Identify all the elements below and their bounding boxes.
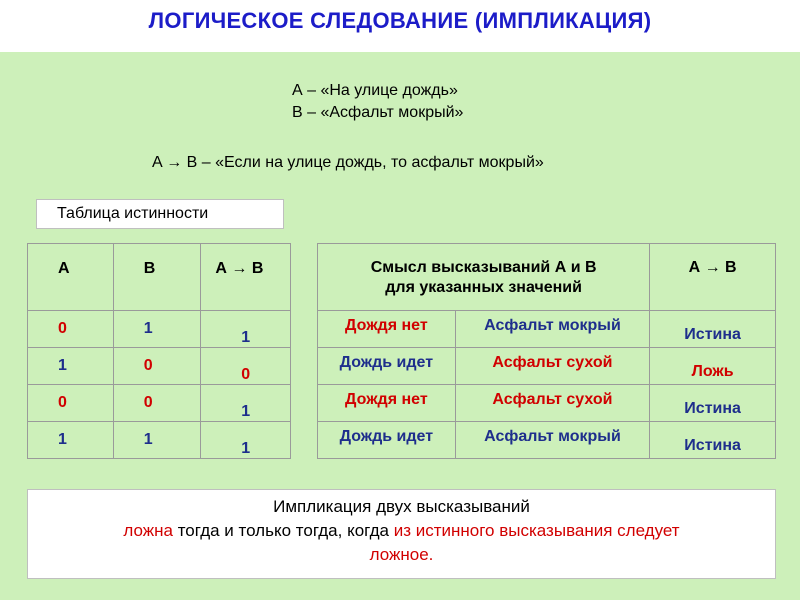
truth-table — [27, 243, 291, 459]
table-row — [318, 385, 776, 422]
truth-table-header — [28, 244, 291, 311]
header-b: В — [113, 244, 201, 311]
cell-result: 0 — [201, 348, 291, 385]
cell-result: 1 — [201, 311, 291, 348]
cell-a: 1 — [28, 348, 114, 385]
cell-a: 0 — [28, 385, 114, 422]
conclusion-mid-text: тогда и только тогда, когда — [172, 521, 394, 540]
table-row — [28, 311, 291, 348]
definitions — [292, 80, 463, 124]
conclusion-line3: ложное. — [369, 545, 434, 564]
conclusion-from-true: из истинного высказывания следует — [393, 521, 680, 540]
cell-a-meaning: Дождь идет — [318, 422, 456, 459]
definition-b: В – «Асфальт мокрый» — [292, 104, 464, 121]
cell-b: 1 — [113, 422, 201, 459]
table-row — [28, 385, 291, 422]
header-meaning-line2: для указанных значений — [385, 279, 582, 296]
implication-definition: A → B – «Если на улице дождь, то асфальт мокрый» — [152, 154, 544, 171]
cell-result: Истина — [650, 311, 776, 348]
cell-b-meaning: Асфальт сухой — [455, 385, 650, 422]
definition-a: А – «На улице дождь» — [292, 82, 458, 99]
meaning-table-header — [318, 244, 776, 311]
cell-b: 0 — [113, 348, 201, 385]
table-row — [318, 348, 776, 385]
header-meaning — [318, 244, 650, 311]
cell-a-meaning: Дождя нет — [318, 311, 456, 348]
cell-result: Истина — [650, 385, 776, 422]
header-a-implies-b: А → В — [201, 244, 291, 311]
cell-b-meaning: Асфальт мокрый — [455, 311, 650, 348]
cell-a-meaning: Дождя нет — [318, 385, 456, 422]
table-row — [318, 422, 776, 459]
cell-a-meaning: Дождь идет — [318, 348, 456, 385]
cell-a: 1 — [28, 422, 114, 459]
meaning-table — [317, 243, 776, 459]
header-meaning-line1: Смысл высказываний А и В — [370, 259, 597, 276]
conclusion-box — [27, 489, 776, 579]
cell-result: 1 — [201, 422, 291, 459]
conclusion-line2 — [28, 519, 775, 543]
conclusion-false-word: ложна — [123, 521, 173, 540]
cell-b: 0 — [113, 385, 201, 422]
table-row — [28, 348, 291, 385]
header-a: А — [28, 244, 114, 311]
cell-result: 1 — [201, 385, 291, 422]
table-row — [318, 311, 776, 348]
truth-table-label: Таблица истинности — [36, 199, 284, 229]
page-title: ЛОГИЧЕСКОЕ СЛЕДОВАНИЕ (ИМПЛИКАЦИЯ) — [148, 8, 652, 33]
table-row — [28, 422, 291, 459]
cell-result: Ложь — [650, 348, 776, 385]
cell-b-meaning: Асфальт мокрый — [455, 422, 650, 459]
cell-b-meaning: Асфальт сухой — [455, 348, 650, 385]
cell-result: Истина — [650, 422, 776, 459]
cell-a: 0 — [28, 311, 114, 348]
cell-b: 1 — [113, 311, 201, 348]
header-result: А → В — [650, 244, 776, 311]
conclusion-line1: Импликация двух высказываний — [273, 497, 530, 516]
